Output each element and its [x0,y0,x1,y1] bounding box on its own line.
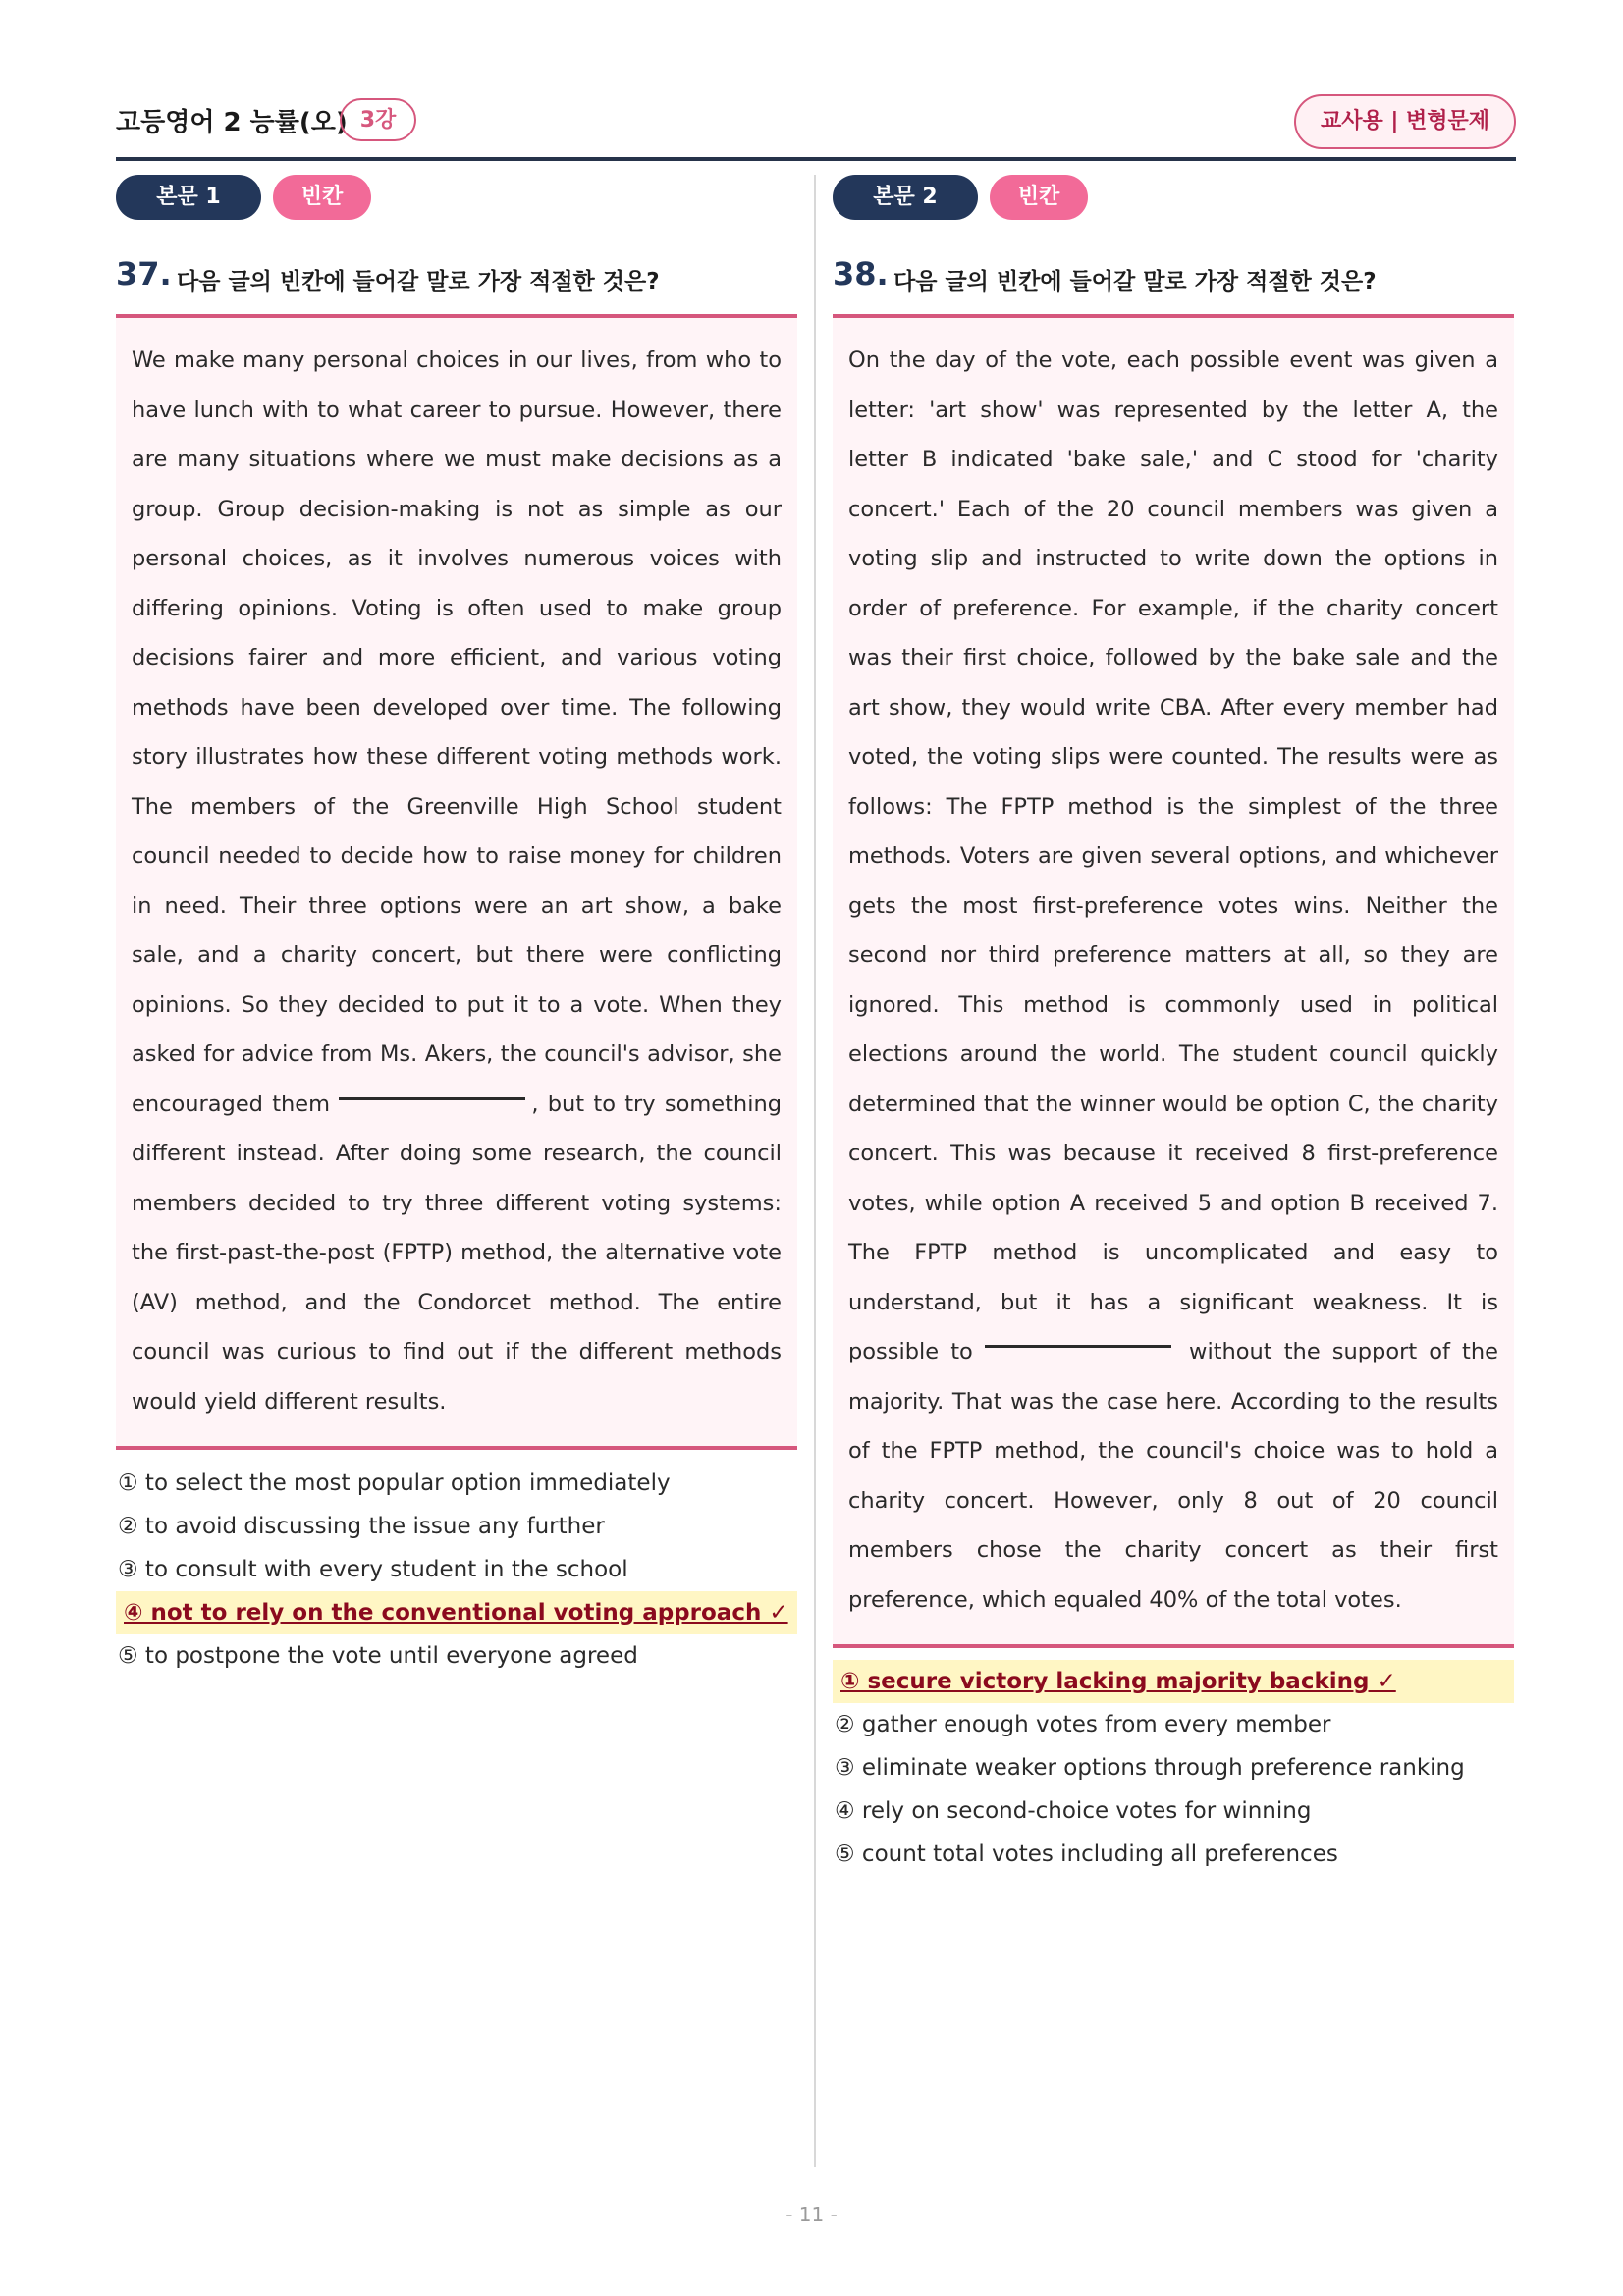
choice-5[interactable]: ⑤ to postpone the vote until everyone agreed [118,1643,638,1669]
passage-tag: 본문 1 [116,175,261,220]
question-text: 다음 글의 빈칸에 들어갈 말로 가장 적절한 것은? [177,269,660,294]
blank-line [339,1097,525,1100]
question-number: 38. [833,255,889,293]
choice-1[interactable]: ① to select the most popular option immediately [118,1470,671,1496]
question-tags [833,175,1514,220]
question-line [116,255,797,298]
column-divider [814,175,816,2167]
question-line [833,255,1514,298]
type-tag: 빈칸 [273,175,371,220]
choice-5[interactable]: ⑤ count total votes including all preferences [835,1842,1338,1867]
choice-3[interactable]: ③ to consult with every student in the school [118,1557,628,1582]
passage-box [116,314,797,1450]
choice-4[interactable]: ④ rely on second-choice votes for winning [835,1798,1312,1824]
question-number: 37. [116,255,172,293]
passage-before: We make many personal choices in our lives, from who to have lunch with to what career to pursue. However, there are many situations where we must make decisions as a group. Group decision-making is not as simple as our personal choices, as it involves numerous voices with differing opinions. Voting is often used to make group decisions fairer and more efficient, and various voting methods have been developed over time. The following story illustrates how these different voting methods work. The members of the Greenville High School student council needed to decide how to raise money for children in need. Their three options were an art show, a bake sale, and a charity concert, but there were conflicting opinions. So they decided to put it to a vote. When they asked for advice from Ms. Akers, the council's advisor, she encouraged them [132,347,782,1117]
passage-before: On the day of the vote, each possible event was given a letter: 'art show' was represented by the letter A, the letter B indicated 'bake sale,' and C stood for 'charity concert.' Each of the 20 council members was given a voting slip and instructed to write down the options in order of preference. For example, if the charity concert was their first choice, followed by the bake sale and the art show, they would write CBA. After every member had voted, the voting slips were counted. The results were as follows: The FPTP method is the simplest of the three methods. Voters are given several options, and whichever gets the most first-preference votes wins. Neither the second nor third preference matters at all, so they are ignored. This method is commonly used in political elections around the world. The student council quickly determined that the winner would be option C, the charity concert. This was because it received 8 first-preference votes, while option A received 5 and option B received 7. The FPTP method is uncomplicated and easy to understand, but it has a significant weakness. It is possible to [848,347,1498,1364]
choice-2[interactable]: ② gather enough votes from every member [835,1712,1331,1737]
passage-tag: 본문 2 [833,175,978,220]
choice-4-correct[interactable]: ④ not to rely on the conventional voting approach ✓ [116,1591,797,1634]
question-tags [116,175,797,220]
page-header [116,96,1516,161]
lesson-chip: 3강 [340,98,416,141]
choice-2[interactable]: ② to avoid discussing the issue any further [118,1514,605,1539]
page-number: - 11 - [785,2203,838,2226]
passage-after: without the support of the majority. That was the case here. According to the results of the FPTP method, the council's choice was to hold a charity concert. However, only 8 out of 20 council members chose the charity concert as their first preference, which equaled 40% of the total votes. [848,1339,1498,1613]
question-text: 다음 글의 빈칸에 들어갈 말로 가장 적절한 것은? [893,269,1377,294]
question-38-column [833,175,1514,1876]
blank-line [985,1345,1171,1348]
passage-text [132,336,782,1426]
choice-3[interactable]: ③ eliminate weaker options through preference ranking [835,1755,1465,1781]
passage-box [833,314,1514,1648]
choice-1-correct[interactable]: ① secure victory lacking majority backing ✓ [833,1660,1514,1703]
type-tag: 빈칸 [990,175,1088,220]
answer-choices [833,1660,1514,1876]
question-37-column [116,175,797,1678]
teacher-badge: 교사용 | 변형문제 [1294,94,1516,149]
answer-choices [116,1462,797,1678]
book-title: 고등영어 2 능률(오) [116,108,348,137]
passage-after: , but to try something different instead. After doing some research, the council members decided to try three different voting systems: the first-past-the-post (FPTP) method, the alternative vote (AV) method, and the Condorcet method. The entire council was curious to find out if the different methods would yield different results. [132,1091,782,1415]
passage-text [848,336,1498,1625]
